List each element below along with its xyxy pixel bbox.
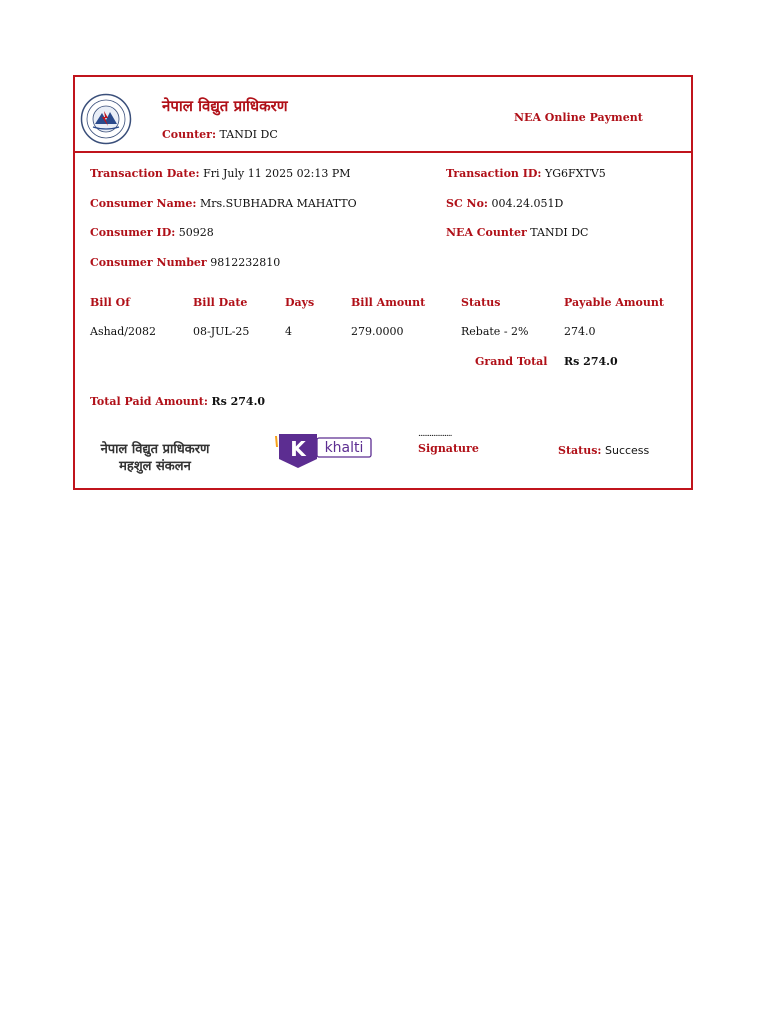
cell-bill-of: Ashad/2082: [90, 325, 156, 338]
cell-status: Rebate - 2%: [461, 325, 529, 338]
footer-org-line2: महशुल संकलन: [119, 459, 191, 474]
nea-counter-field: [446, 226, 588, 239]
footer-org-stamp: [90, 441, 220, 475]
cell-payable-amount: 274.0: [564, 325, 596, 338]
consumer-id-field: [90, 226, 214, 239]
sc-no-field: [446, 197, 563, 210]
nea-logo-icon: [80, 93, 132, 145]
col-header-status: Status: [461, 296, 501, 309]
consumer-number-value: 9812232810: [210, 256, 281, 269]
consumer-name-label: Consumer Name:: [90, 197, 197, 210]
col-header-payable-amount: Payable Amount: [564, 296, 664, 309]
org-name: नेपाल विद्युत प्राधिकरण: [162, 97, 288, 115]
nea-counter-label: NEA Counter: [446, 226, 527, 239]
counter-value: TANDI DC: [219, 128, 278, 141]
consumer-number-field: [90, 256, 280, 269]
consumer-name-value: Mrs.SUBHADRA MAHATTO: [199, 197, 357, 210]
consumer-number-label: Consumer Number: [90, 256, 207, 269]
consumer-id-label: Consumer ID:: [90, 226, 176, 239]
nea-counter-value: TANDI DC: [530, 226, 589, 239]
transaction-date-field: [90, 167, 351, 180]
transaction-date-label: Transaction Date:: [90, 167, 200, 180]
transaction-date-value: Fri July 11 2025 02:13 PM: [203, 167, 351, 180]
cell-bill-amount: 279.0000: [351, 325, 404, 338]
payment-status-label: Status:: [558, 444, 602, 457]
counter-label: Counter:: [162, 128, 217, 141]
counter-line: [162, 128, 278, 141]
payment-status: [558, 444, 649, 457]
khalti-letter: K: [290, 437, 306, 461]
col-header-days: Days: [285, 296, 315, 309]
col-header-bill-of: Bill Of: [90, 296, 130, 309]
grand-total-label: Grand Total: [475, 355, 548, 368]
transaction-id-value: YG6FXTV5: [545, 167, 606, 180]
khalti-logo-icon: [274, 431, 374, 469]
payment-status-value: Success: [604, 444, 650, 457]
cell-bill-date: 08-JUL-25: [193, 325, 250, 338]
sc-no-label: SC No:: [446, 197, 488, 210]
consumer-id-value: 50928: [178, 226, 214, 239]
cell-days: 4: [285, 325, 292, 338]
total-paid-field: [90, 395, 265, 408]
payment-receipt: [73, 75, 693, 490]
consumer-name-field: [90, 197, 357, 210]
transaction-id-label: Transaction ID:: [446, 167, 542, 180]
footer-org-line1: नेपाल विद्युत प्राधिकरण: [100, 442, 210, 457]
col-header-bill-amount: Bill Amount: [351, 296, 426, 309]
total-paid-value: Rs 274.0: [211, 395, 266, 408]
signature-line: ..................: [418, 429, 452, 439]
transaction-id-field: [446, 167, 606, 180]
khalti-wordmark: khalti: [324, 440, 364, 456]
grand-total-value: Rs 274.0: [564, 355, 618, 368]
signature-label: Signature: [418, 442, 479, 455]
online-payment-title: NEA Online Payment: [514, 111, 643, 124]
sc-no-value: 004.24.051D: [491, 197, 564, 210]
col-header-bill-date: Bill Date: [193, 296, 248, 309]
receipt-header: [75, 77, 691, 153]
total-paid-label: Total Paid Amount:: [90, 395, 208, 408]
